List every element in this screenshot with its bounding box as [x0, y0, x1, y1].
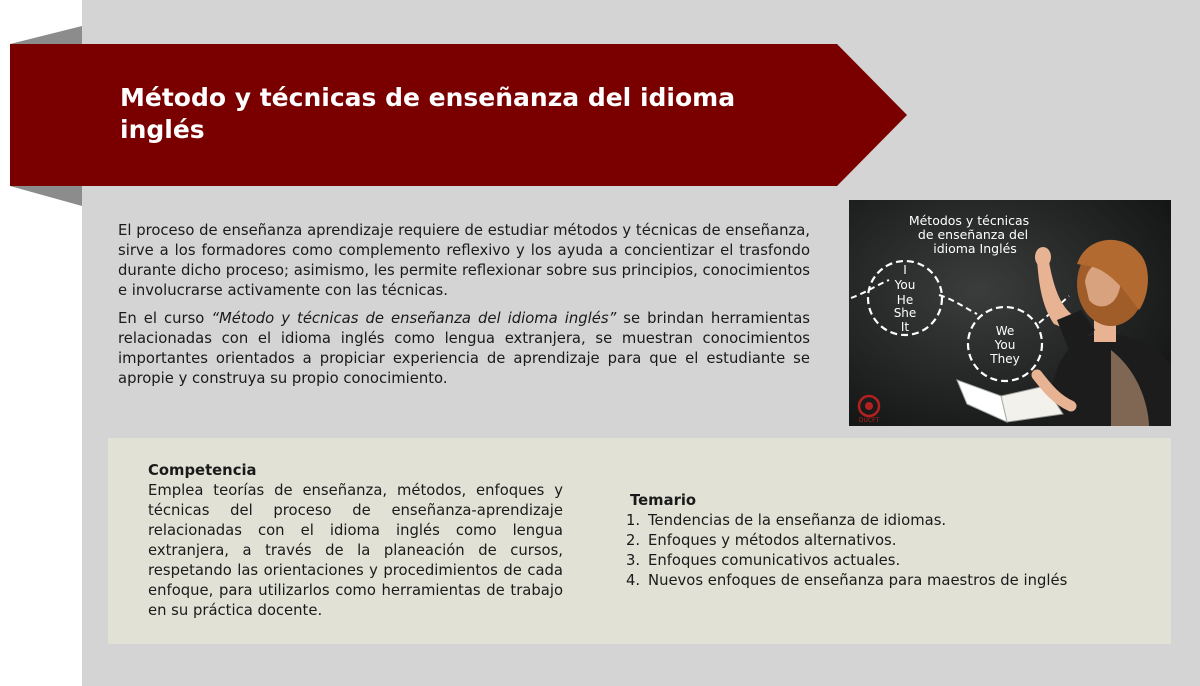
list-item-number: 1.	[626, 512, 641, 529]
pronoun-he: He	[896, 293, 914, 307]
list-item	[626, 571, 1156, 591]
temario-list	[626, 511, 1156, 591]
pronoun-you-plural: You	[994, 338, 1016, 352]
intro-paragraph-1: El proceso de enseñanza aprendizaje requiere de estudiar métodos y técnicas de enseñanza, sirve a los formadores como complemento reflexivo y los ayuda a concientizar el trasfondo durante dicho proceso; asimismo, les permite reflexionar sobre sus principios, conocimientos e involucrarse activamente con las técnicas.	[118, 222, 810, 299]
list-item-number: 4.	[626, 572, 641, 589]
intro-paragraph-2-suffix: se brindan herramientas relacionadas con el idioma inglés como lengua extranjera, se muestran conocimientos importantes orientados a propiciar experiencia de aprendizaje para que el estudiante se apropie y construya su propio conocimiento.	[118, 310, 810, 387]
list-item	[626, 531, 1156, 551]
logo-text: DUCFT	[858, 417, 880, 424]
intro-paragraph-2	[118, 309, 810, 389]
list-item-text: Nuevos enfoques de enseñanza para maestros de inglés	[648, 572, 1068, 589]
list-item	[626, 551, 1156, 571]
course-name: “Método y técnicas de enseñanza del idioma inglés”	[211, 310, 617, 327]
pronoun-we: We	[995, 324, 1015, 338]
board-text-line-2: de enseñanza del	[917, 227, 1029, 242]
chalkboard-teacher-image	[849, 200, 1171, 426]
pronoun-she: She	[893, 306, 917, 320]
pronoun-they: They	[990, 352, 1020, 366]
pronoun-i: I	[903, 263, 907, 277]
list-item	[626, 511, 1156, 531]
competencia-heading: Competencia	[148, 462, 257, 479]
temario-section	[626, 491, 1156, 591]
temario-heading: Temario	[630, 492, 697, 509]
intro-text	[118, 221, 810, 397]
competencia-section	[148, 461, 563, 621]
page-title: Método y técnicas de enseñanza del idioma inglés	[120, 83, 736, 144]
intro-paragraph-2-prefix: En el curso	[118, 310, 212, 327]
board-text-line-1: Métodos y técnicas	[908, 213, 1030, 228]
board-text-line-3: idioma Inglés	[933, 241, 1017, 256]
pronoun-it: It	[900, 320, 910, 334]
list-item-text: Enfoques y métodos alternativos.	[648, 532, 897, 549]
list-item-text: Tendencias de la enseñanza de idiomas.	[648, 512, 947, 529]
list-item-number: 2.	[626, 532, 641, 549]
list-item-number: 3.	[626, 552, 641, 569]
list-item-text: Enfoques comunicativos actuales.	[648, 552, 901, 569]
pronoun-you: You	[894, 278, 916, 292]
competencia-body: Emplea teorías de enseñanza, métodos, enfoques y técnicas del proceso de enseñanza-aprendizaje relacionadas con el idioma inglés como lengua extranjera, a través de la planeación de cursos, respetando las orientaciones y procedimientos de cada enfoque, para utilizarlos como herramientas de trabajo en su práctica docente.	[148, 482, 563, 619]
